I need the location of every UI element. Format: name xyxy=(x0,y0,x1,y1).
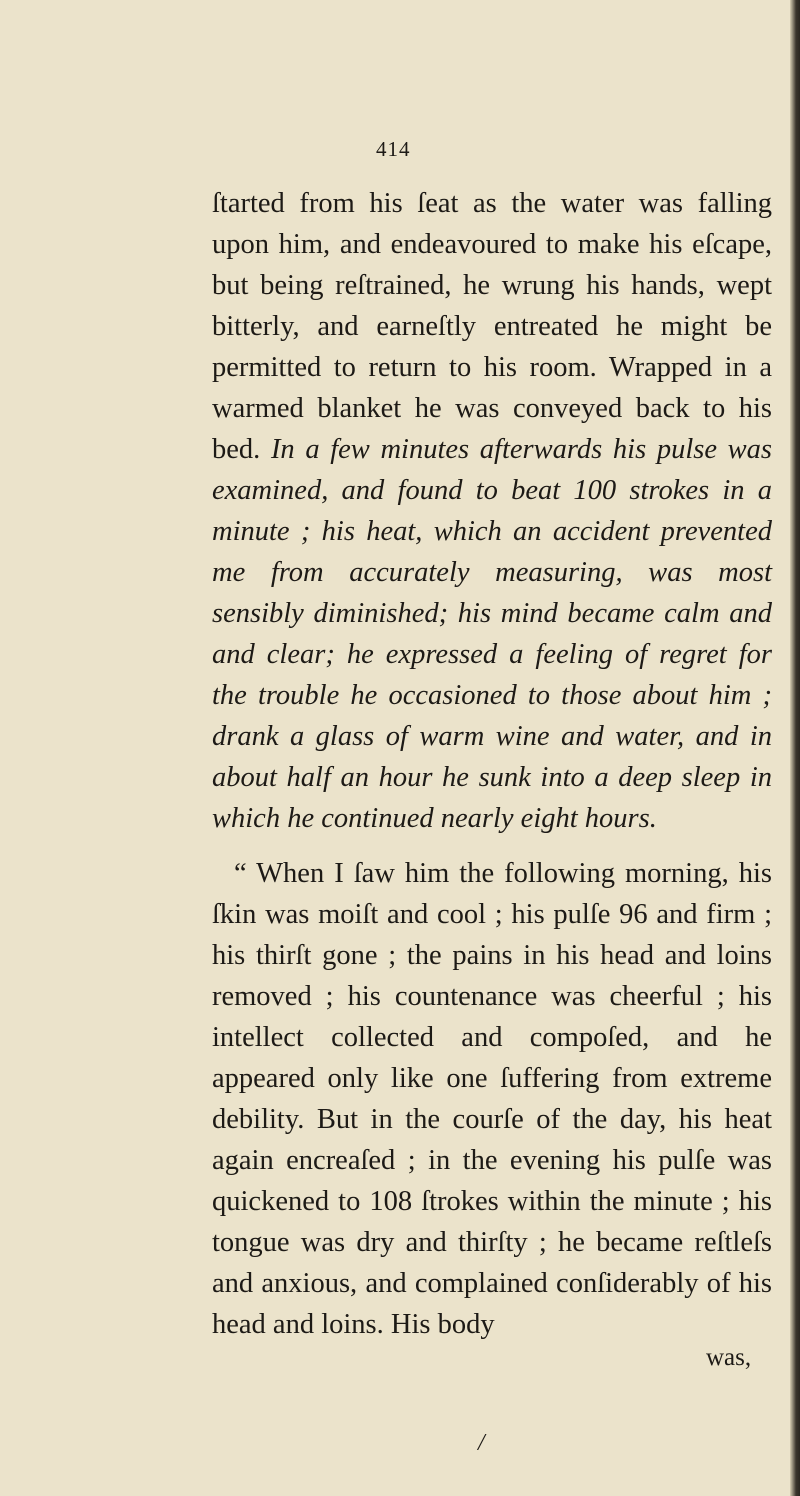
body-text xyxy=(212,183,772,1345)
page-edge-shadow xyxy=(790,0,800,1496)
paragraph-1-italic: In a few minutes afterwards his pulse was examined, and found to beat 100 strokes in a minute ; his heat, which an accident prevented me from accurately measuring, was most sensibly diminished; his mind became calm and and clear; he expressed a feeling of regret for the trouble he occasioned to those about him ; drank a glass of warm wine and water, and in about half an hour he sunk into a deep sleep in which he continued nearly eight hours. xyxy=(212,434,772,834)
paragraph-2: “ When I ſaw him the following morning, his ſkin was moiſt and cool ; his pulſe 96 and firm ; his thirſt gone ; the pains in his head and loins removed ; his countenance was cheerful ; his intellect collected and compoſed, and he appeared only like one ſuffering from extreme debility. But in the courſe of the day, his heat again encreaſed ; in the evening his pulſe was quickened to 108 ſtrokes within the minute ; his tongue was dry and thirſty ; he became reſtleſs and anxious, and complained conſiderably of his head and loins. His body xyxy=(212,858,772,1340)
footer-mark: / xyxy=(478,1430,485,1456)
page-number: 414 xyxy=(376,137,411,161)
paragraph-1 xyxy=(212,183,772,839)
paragraph-1-roman: ſtarted from his ſeat as the water was falling upon him, and endeavoured to make his eſcape, but being reſtrained, he wrung his hands, wept bitterly, and earneſtly entreated he might be permitted to return to his room. Wrapped in a warmed blanket he was conveyed back to his bed. xyxy=(212,188,772,465)
catchword: was, xyxy=(706,1344,752,1371)
